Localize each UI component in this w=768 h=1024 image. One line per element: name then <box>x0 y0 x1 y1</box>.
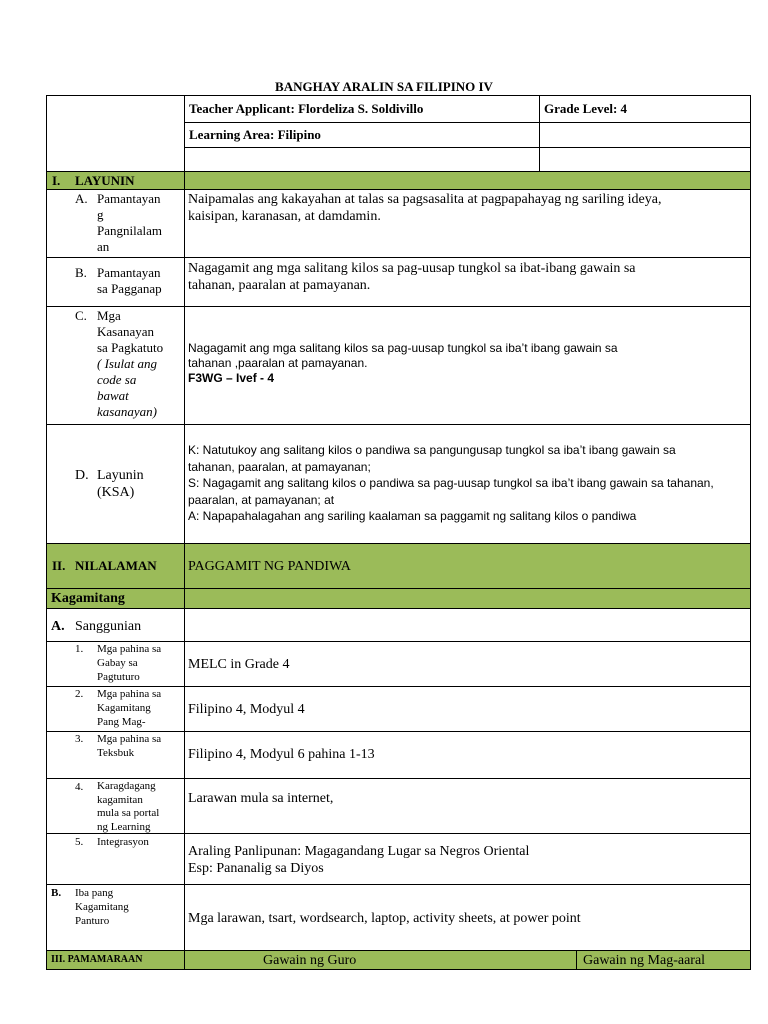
sanggunian-label: Sanggunian <box>75 619 142 634</box>
kasanayan-text: Nagagamit ang mga salitang kilos sa pag-uusap tungkol sa iba’t ibang gawain sa tahanan ,paaralan at pamayanan. F3WG – Ivef - 4 <box>188 341 618 385</box>
gawain-magaaral-label: Gawain ng Mag-aaral <box>583 953 706 968</box>
header-blank-middle <box>184 147 540 172</box>
item-4-label-text: Karagdagang kagamitan mula sa portal ng Learning <box>97 780 160 833</box>
teacher-applicant: Teacher Applicant: Flordeliza S. Soldivillo <box>189 101 424 116</box>
item-1-value-cell <box>184 641 751 687</box>
row-d-content <box>184 424 751 544</box>
item-4-number: 4. <box>75 781 84 793</box>
item-5-label <box>46 833 185 885</box>
row-d-letter: D. <box>75 468 89 483</box>
item-4-value-cell <box>184 778 751 834</box>
sanggunian-label-cell <box>46 608 185 642</box>
pamamaraan-heading-cell <box>46 950 185 970</box>
area-cell <box>184 122 540 148</box>
kagamitan-heading-right <box>184 588 751 609</box>
item-2-value: Filipino 4, Modyul 4 <box>188 702 305 717</box>
item-4-value: Larawan mula sa internet, <box>188 791 334 806</box>
area-right-blank <box>539 122 751 148</box>
sanggunian-letter: A. <box>51 619 65 634</box>
item-1-value: MELC in Grade 4 <box>188 657 290 672</box>
nilalaman-value-cell <box>184 543 751 589</box>
item-1-label-text: Mga pahina sa Gabay sa Pagtuturo <box>97 643 162 683</box>
row-b-content <box>184 257 751 307</box>
row-c-label <box>46 306 185 425</box>
layunin-heading: LAYUNIN <box>75 173 135 188</box>
row-b-label <box>46 257 185 307</box>
item-1-label <box>46 641 185 687</box>
item-5-number: 5. <box>75 836 84 848</box>
grade-cell <box>539 95 751 123</box>
row-a-label-text: Pamantayan g Pangnilalam an <box>97 191 162 254</box>
row-a-label <box>46 189 185 258</box>
layunin-number: I. <box>52 173 61 188</box>
pamantayan-sa-pagganap-text: Nagagamit ang mga salitang kilos sa pag-uusap tungkol sa ibat-ibang gawain sa tahanan, paaralan at pamayanan. <box>188 261 636 293</box>
header-blank-right <box>539 147 751 172</box>
item-2-label <box>46 686 185 732</box>
competency-code: F3WG – Ivef - 4 <box>188 371 275 385</box>
iba-label-text: Iba pang Kagamitang Panturo <box>75 887 129 927</box>
gawain-guro-cell <box>184 950 577 970</box>
gawain-guro-label: Gawain ng Guro <box>263 953 357 968</box>
nilalaman-value: PAGGAMIT NG PANDIWA <box>188 559 351 574</box>
learning-area: Learning Area: Filipino <box>189 127 321 142</box>
row-a-letter: A. <box>75 191 88 206</box>
iba-value: Mga larawan, tsart, wordsearch, laptop, activity sheets, at power point <box>188 911 581 926</box>
item-3-value: Filipino 4, Modyul 6 pahina 1-13 <box>188 747 375 762</box>
item-2-label-text: Mga pahina sa Kagamitang Pang Mag- <box>97 688 162 728</box>
row-a-content <box>184 189 751 258</box>
row-d-label-text: Layunin (KSA) <box>97 468 144 500</box>
item-2-value-cell <box>184 686 751 732</box>
ksa-text: K: Natutukoy ang salitang kilos o pandiwa sa pangungusap tungkol sa iba’t ibang gawain sa tahanan, paaralan, at pamayanan; S: Nagagamit ang salitang kilos o pandiwa sa pag-uusap tungkol sa iba’t ibang gawain sa tahanan, paaralan, at pamayanan; at A: Napapahalagahan ang sariling kaalaman sa paggamit ng salitang kilos o pandiwa <box>188 443 714 523</box>
item-3-label <box>46 731 185 779</box>
kagamitan-heading: Kagamitang <box>51 591 125 606</box>
item-2-number: 2. <box>75 688 84 700</box>
iba-letter: B. <box>51 887 62 899</box>
item-3-value-cell <box>184 731 751 779</box>
item-5-label-text: Integrasyon <box>97 836 149 848</box>
item-5-value-cell <box>184 833 751 885</box>
layunin-heading-cell <box>46 171 185 190</box>
pamantayang-pangnilalaman-text: Naipamalas ang kakayahan at talas sa pagsasalita at pagpapahayag ng sariling ideya, kaisipan, karanasan, at damdamin. <box>188 192 662 224</box>
item-1-number: 1. <box>75 643 84 655</box>
nilalaman-number: II. <box>52 558 66 573</box>
nilalaman-heading-cell <box>46 543 185 589</box>
iba-value-cell <box>184 884 751 951</box>
pamamaraan-heading: III. PAMAMARAAN <box>51 954 143 965</box>
row-c-letter: C. <box>75 308 87 323</box>
row-c-content <box>184 306 751 425</box>
item-3-number: 3. <box>75 733 84 745</box>
document-title: BANGHAY ARALIN SA FILIPINO IV <box>275 79 493 94</box>
item-4-label <box>46 778 185 834</box>
header-left-blank <box>46 95 185 172</box>
teacher-cell <box>184 95 540 123</box>
row-b-letter: B. <box>75 265 87 280</box>
kagamitan-heading-cell <box>46 588 185 609</box>
item-5-value: Araling Panlipunan: Magagandang Lugar sa Negros Oriental Esp: Pananalig sa Diyos <box>188 844 530 876</box>
nilalaman-heading: NILALAMAN <box>75 558 157 573</box>
item-3-label-text: Mga pahina sa Teksbuk <box>97 733 162 759</box>
iba-label-cell <box>46 884 185 951</box>
gawain-magaaral-cell <box>576 950 751 970</box>
sanggunian-value-cell <box>184 608 751 642</box>
row-b-label-text: Pamantayan sa Pagganap <box>97 265 162 296</box>
layunin-heading-right <box>184 171 751 190</box>
grade-level: Grade Level: 4 <box>544 101 628 116</box>
row-d-label <box>46 424 185 544</box>
row-c-label-text: Mga Kasanayan sa Pagkatuto ( Isulat ang code sa bawat kasanayan) <box>97 308 164 419</box>
